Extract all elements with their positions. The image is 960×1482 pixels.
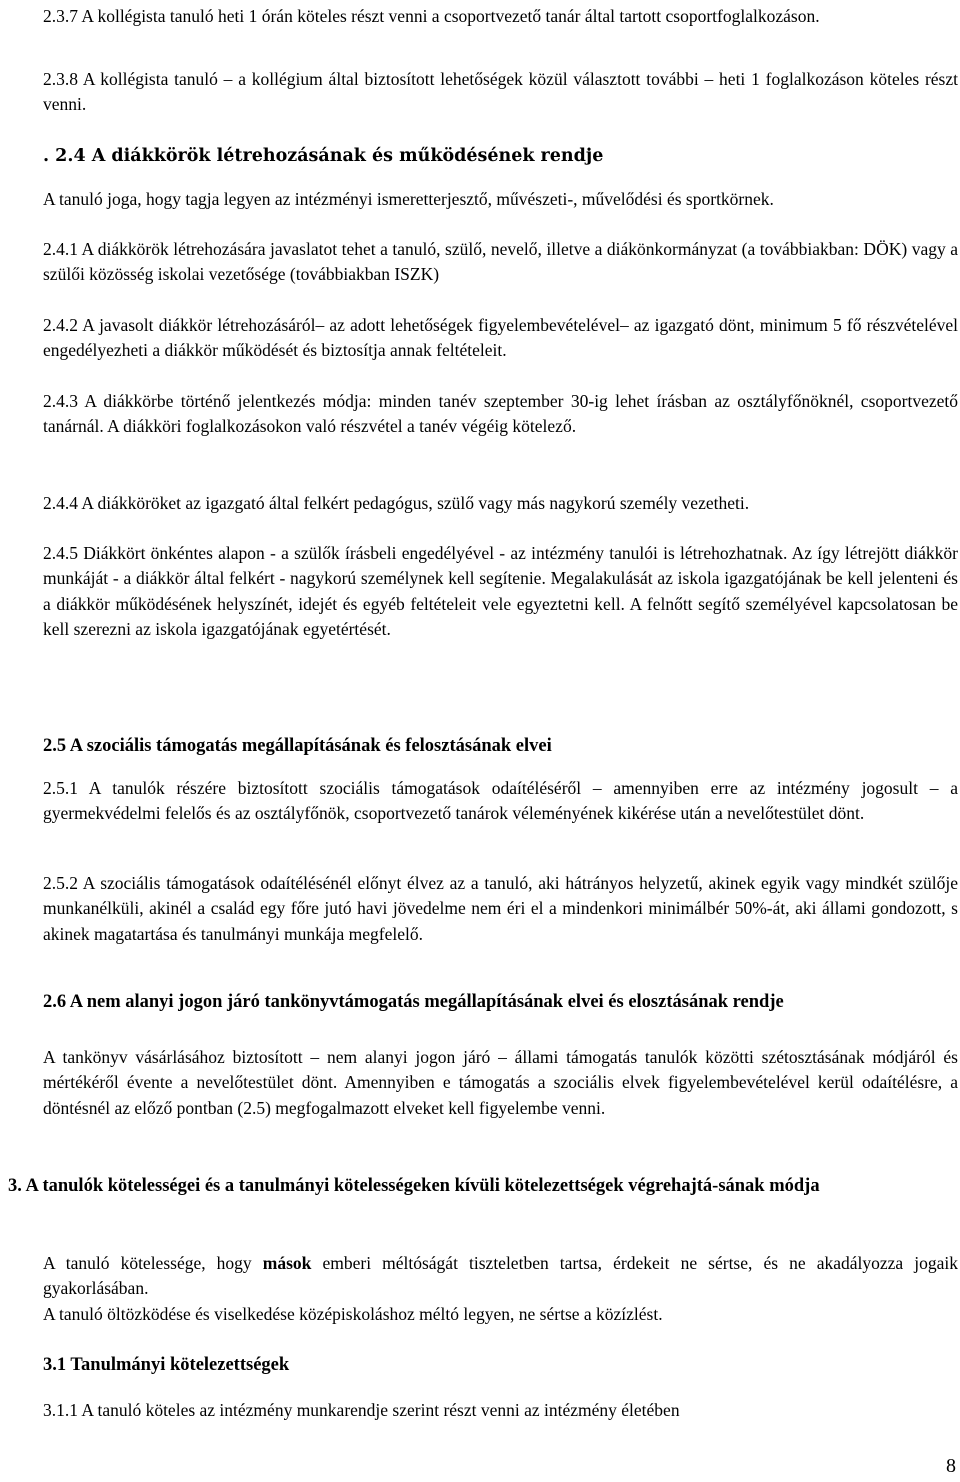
heading-2-6: 2.6 A nem alanyi jogon járó tankönyvtámogatás megállapításának elvei és elosztásának rendje xyxy=(43,992,784,1012)
paragraph-3-duties xyxy=(43,1251,958,1302)
paragraph-3-duties-pre: A tanuló kötelessége, hogy xyxy=(43,1253,263,1273)
heading-3-1: 3.1 Tanulmányi kötelezettségek xyxy=(43,1355,290,1375)
paragraph-2-3-7: 2.3.7 A kollégista tanuló heti 1 órán köteles részt venni a csoportvezető tanár által tartott csoportfoglalkozáson. xyxy=(43,6,820,26)
heading-3: 3. A tanulók kötelességei és a tanulmányi kötelességeken kívüli kötelezettségek végrehajtá-sának módja xyxy=(8,1176,820,1196)
paragraph-2-4-4: 2.4.4 A diákköröket az igazgató által felkért pedagógus, szülő vagy más nagykorú személy vezetheti. xyxy=(43,493,750,513)
page-number: 8 xyxy=(946,1455,956,1477)
paragraph-2-4-5: 2.4.5 Diákkört önkéntes alapon - a szülők írásbeli engedélyével - az intézmény tanulói is létrehozhatnak. Az így létrejött diákkör munkáját - a diákkör által felkért - nagykorú személynek kell segítenie. Megalakulását az iskola igazgatójának be kell jelenteni és a diákkör működésének helyszínét, idejét és egyéb feltételeit vele egyeztetni kell. A felnőtt segítő személyével kapcsolatosan be kell szerezni az iskola igazgatójának egyetértését. xyxy=(43,543,958,640)
paragraph-2-3-8: 2.3.8 A kollégista tanuló – a kollégium által biztosított lehetőségek közül választott további – heti 1 foglalkozáson köteles részt venni. xyxy=(43,69,958,115)
paragraph-2-4-2: 2.4.2 A javasolt diákkör létrehozásáról– az adott lehetőségek figyelembevételével– az igazgató dönt, minimum 5 fő részvételével engedélyezheti a diákkör működését és biztosítja annak feltételeit. xyxy=(43,315,958,361)
paragraph-3-1-1: 3.1.1 A tanuló köteles az intézmény munkarendje szerint részt venni az intézmény életében xyxy=(43,1400,680,1420)
heading-2-4: . 2.4 A diákkörök létrehozásának és működésének rendje xyxy=(43,146,604,166)
paragraph-2-5-1: 2.5.1 A tanulók részére biztosított szociális támogatások odaítéléséről – amennyiben erre az intézmény jogosult – a gyermekvédelmi felelős és az osztályfőnök, csoportvezető tanárok véleményének kikérése után a nevelőtestület dönt. xyxy=(43,778,958,824)
paragraph-2-4-1: 2.4.1 A diákkörök létrehozására javaslatot tehet a tanuló, szülő, nevelő, illetve a diákönkormányzat (a továbbiakban: DÖK) vagy a szülői közösség iskolai vezetősége (továbbiakban ISZK) xyxy=(43,239,958,285)
paragraph-2-5-2: 2.5.2 A szociális támogatások odaítélésénél előnyt élvez az a tanuló, aki hátrányos helyzetű, akinek egyik vagy mindkét szülője munkanélküli, akinél a család egy főre jutó havi jövedelme nem éri el a mindenkori minimálbér 50%-át, aki állami gondozott, s akinek magatartása és tanulmányi munkája megfelelő. xyxy=(43,873,958,944)
paragraph-2-4-3: 2.4.3 A diákkörbe történő jelentkezés módja: minden tanév szeptember 30-ig lehet írásban az osztályfőnöknél, csoportvezető tanárnál. A diákköri foglalkozásokon való részvétel a tanév végéig kötelező. xyxy=(43,391,958,437)
paragraph-2-4-intro: A tanuló joga, hogy tagja legyen az intézményi ismeretterjesztő, művészeti-, művelődési és sportkörnek. xyxy=(43,189,774,209)
heading-2-5: 2.5 A szociális támogatás megállapításának és felosztásának elvei xyxy=(43,736,552,756)
paragraph-3-dress: A tanuló öltözködése és viselkedése középiskoláshoz méltó legyen, ne sértse a közízlést. xyxy=(43,1304,663,1324)
paragraph-3-duties-emphasis: mások xyxy=(262,1253,312,1273)
paragraph-3-duties-post: emberi méltóságát tiszteletben tartsa, érdekeit ne sértse, és ne akadályozza jogaik gyakorlásában. xyxy=(43,1253,958,1299)
paragraph-2-6: A tankönyv vásárlásához biztosított – nem alanyi jogon járó – állami támogatás tanulók közötti szétosztásának módjáról és mértékéről évente a nevelőtestület dönt. Amennyiben e támogatás a szociális elvek figyelembevételével kerül odaítélésre, a döntésnél az előző pontban (2.5) megfogalmazott elveket kell figyelembe venni. xyxy=(43,1047,958,1118)
